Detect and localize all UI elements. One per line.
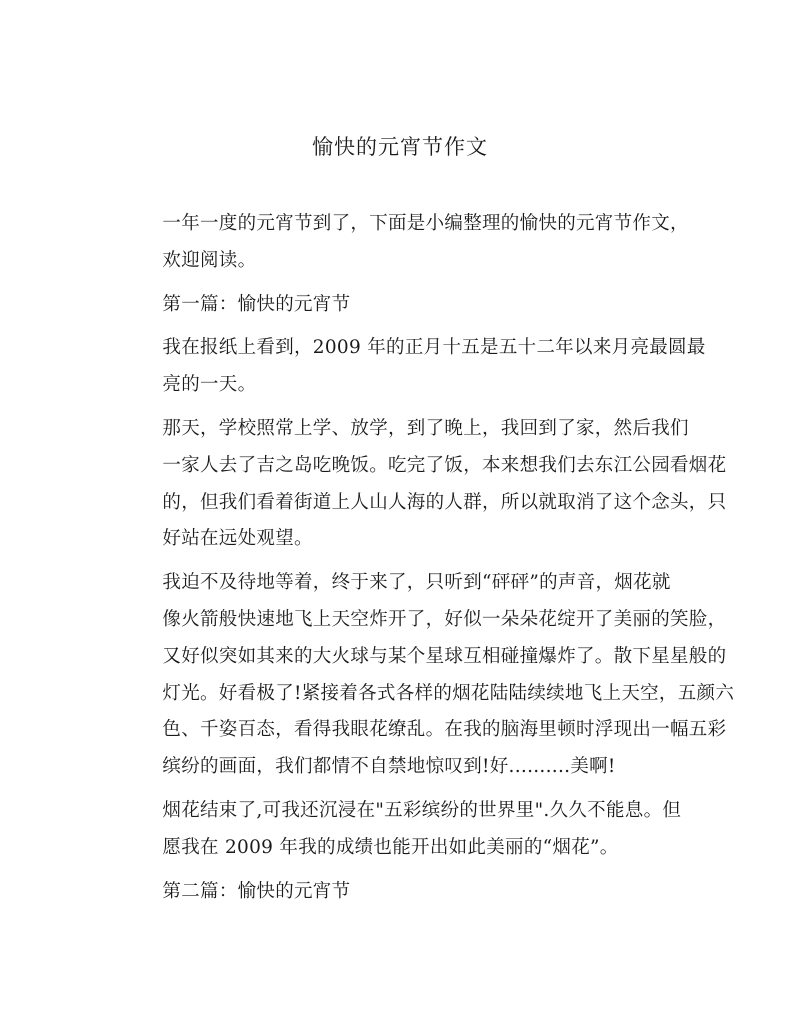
text-line: 欢迎阅读。 [162,249,257,271]
text-line: 缤纷的画面，我们都情不自禁地惊叹到!好..........美啊! [162,756,616,778]
paragraph [118,411,727,558]
paragraph [118,793,688,867]
paragraph-intro [118,206,688,280]
paragraph [118,565,735,786]
text-line: 我迫不及待地等着，终于来了，只听到“砰砰”的声音，烟花就 [162,572,671,594]
text-line: 第二篇：愉快的元宵节 [162,880,351,902]
text-line: 灯光。好看极了!紧接着各式各样的烟花陆陆续续地飞上天空，五颜六 [162,682,735,704]
text-line: 烟花结束了,可我还沉浸在"五彩缤纷的世界里".久久不能息。但 [162,799,682,821]
text-line: 色、千姿百态，看得我眼花缭乱。在我的脑海里顿时浮现出一幅五彩 [162,719,727,741]
text-line: 那天，学校照常上学、放学，到了晚上，我回到了家，然后我们 [162,417,689,439]
text-line: 第一篇：愉快的元宵节 [162,293,351,315]
text-line: 又好似突如其来的大火球与某个星球互相碰撞爆炸了。散下星星般的 [162,645,727,667]
section-heading-1 [118,287,688,324]
text-line: 我在报纸上看到，2009 年的正月十五是五十二年以来月亮最圆最 [162,337,706,359]
paragraph [118,330,706,404]
text-line: 一家人去了吉之岛吃晚饭。吃完了饭，本来想我们去东江公园看烟花 [162,454,727,476]
text-line: 的，但我们看着街道上人山人海的人群，所以就取消了这个念头，只 [162,491,727,513]
text-line: 亮的一天。 [162,374,257,396]
text-line: 愿我在 2009 年我的成绩也能开出如此美丽的“烟花”。 [162,836,619,858]
text-line: 像火箭般快速地飞上天空炸开了，好似一朵朵花绽开了美丽的笑脸， [162,608,727,630]
text-line: 好站在远处观望。 [162,528,313,550]
text-line: 一年一度的元宵节到了，下面是小编整理的愉快的元宵节作文， [162,213,689,234]
document-title: 愉快的元宵节作文 [312,135,488,159]
document-body [118,206,735,917]
section-heading-2 [118,874,688,911]
